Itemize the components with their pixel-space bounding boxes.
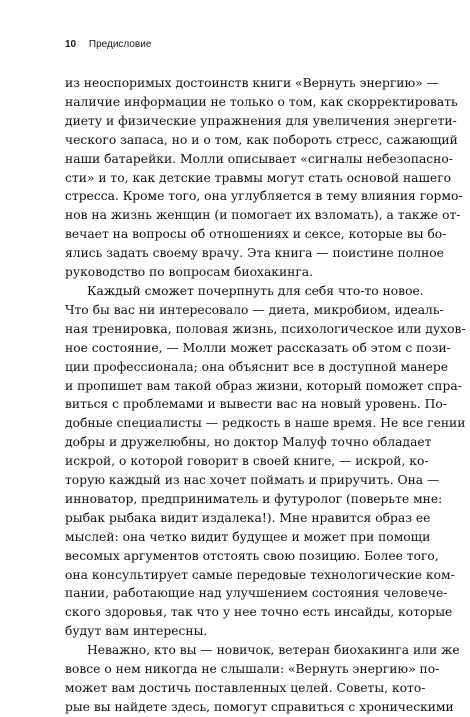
text-line: мыслей: она четко видит будущее и может при помощи (65, 529, 431, 544)
text-line: наличие информации не только о том, как скорректировать (65, 94, 458, 109)
text-line: вечает на вопросы об отношениях и сексе, которые вы бо- (65, 227, 447, 242)
text-line: будут вам интересны. (65, 624, 208, 639)
running-head (65, 39, 151, 50)
text-line: рые вы найдете здесь, помогут справиться с хроническими (65, 699, 454, 714)
text-line: стресса. Кроме того, она углубляется в тему влияния гормо- (65, 189, 463, 204)
text-line: Каждый сможет почерпнуть для себя что-то новое. (87, 283, 424, 298)
text-line: весомых аргументов отстоять свою позицию. Более того, (65, 548, 439, 563)
text-line: сти» и то, как детские травмы могут стать основой нашего (65, 170, 452, 185)
text-line: добные специалисты — редкость в наше время. Не все гении (65, 416, 466, 431)
text-line: пании, работающие над улучшением состояния человече- (65, 586, 448, 601)
text-line: может вам достичь поставленных целей. Советы, кото- (65, 681, 426, 695)
text-line: добры и дружелюбны, но доктор Малуф точно обладает (65, 435, 432, 450)
section-title: Предисловие (88, 39, 152, 50)
text-line: и пропишет вам такой образ жизни, который поможет спра- (65, 378, 462, 393)
paragraph (65, 641, 460, 717)
text-line: Что бы вас ни интересовало — диета, микробиом, идеаль- (65, 302, 444, 317)
text-line: Неважно, кто вы — новичок, ветеран биохакинга или же (87, 643, 460, 658)
text-line: руководство по вопросам биохакинга. (65, 265, 314, 280)
text-line: торую каждый из нас хочет поймать и приручить. Она — (65, 473, 440, 488)
text-line: она консультирует самые передовые технологические ком- (65, 567, 455, 582)
text-line: ческого запаса, но и о том, как побороть стресс, сажающий (65, 132, 458, 147)
text-line: из неоспоримых достоинств книги «Вернуть энергию» — (65, 76, 439, 90)
text-line: рыбак рыбака видит издалека!). Мне нравится образ ее (65, 510, 431, 525)
text-line: ное состояние, — Молли может рассказать об этом с пози- (65, 340, 451, 355)
text-line: наши батарейки. Молли описывает «сигналы небезопасно- (65, 151, 453, 166)
paragraph (65, 282, 466, 641)
text-line: ялись задать своему врачу. Эта книга — поистине полное (65, 246, 444, 261)
text-line: ная тренировка, половая жизнь, психологическое или духов- (65, 321, 466, 336)
text-line: ского здоровья, так что у нее точно есть инсайды, которые (65, 605, 453, 620)
text-line: инноватор, предприниматель и футуролог (поверьте мне: (65, 491, 443, 506)
page-number: 10 (65, 39, 77, 50)
text-line: виться с проблемами и вывести вас на новый уровень. По- (65, 397, 447, 412)
text-line: нов на жизнь женщин (и помогает их взломать), а также от- (65, 208, 461, 223)
body-text (65, 74, 466, 717)
text-line: диету и физические упражнения для увеличения энергети- (65, 113, 457, 128)
paragraph (65, 74, 463, 282)
text-line: искрой, о которой говорит в своей книге, — искрой, ко- (65, 454, 429, 469)
text-line: вовсе о нем никогда не слышали: «Вернуть энергию» по- (65, 662, 440, 677)
text-line: ции профессионала; она объяснит все в доступной манере (65, 359, 449, 374)
